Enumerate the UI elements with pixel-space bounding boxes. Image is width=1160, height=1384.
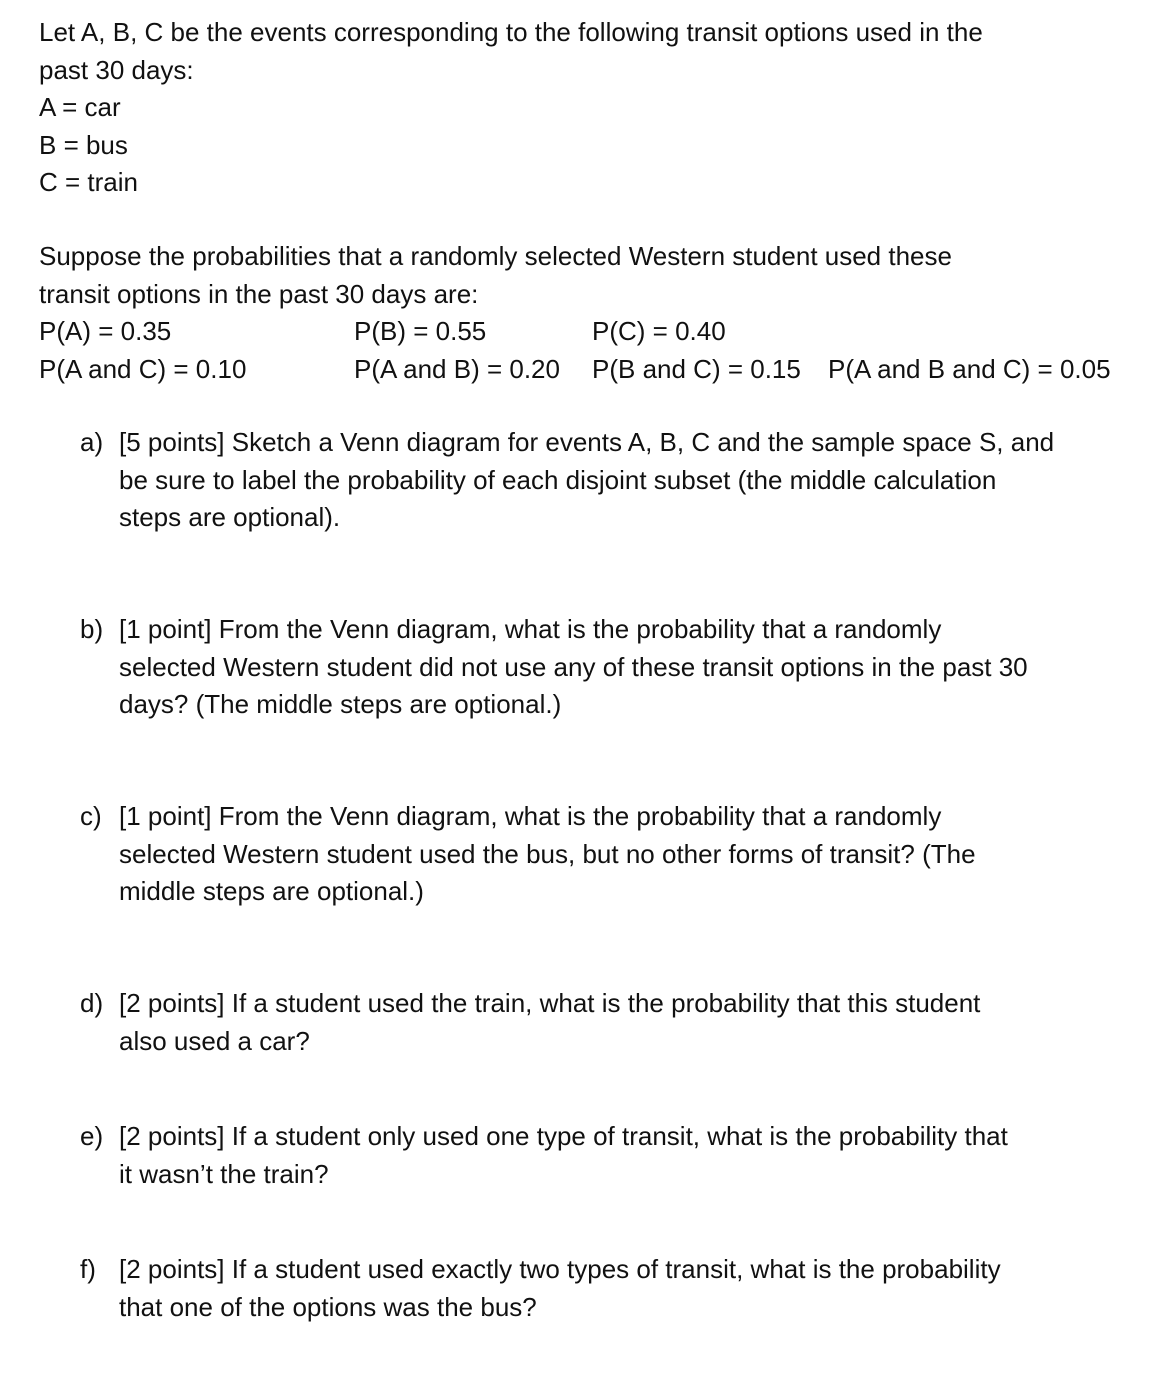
question-letter: e) (80, 1121, 104, 1151)
probability-value: P(B) = 0.55 (354, 316, 487, 346)
setup-line: Suppose the probabilities that a randomly selected Western student used these (39, 241, 952, 271)
setup-line: transit options in the past 30 days are: (39, 278, 479, 309)
question-letter: f) (80, 1254, 96, 1284)
question-b (80, 611, 1130, 724)
probability-value: P(A) = 0.35 (39, 316, 172, 346)
intro-paragraph (39, 14, 983, 202)
question-e (80, 1118, 1130, 1193)
question-line: [5 points] Sketch a Venn diagram for events A, B, C and the sample space S, and (119, 427, 1055, 457)
probability-value: P(A and B and C) = 0.05 (828, 354, 1111, 384)
question-line: middle steps are optional.) (119, 876, 424, 906)
question-letter: a) (80, 427, 104, 457)
question-line: steps are optional). (119, 502, 341, 532)
question-d (80, 985, 1130, 1060)
question-line: be sure to label the probability of each disjoint subset (the middle calculation (119, 464, 997, 495)
question-line: selected Western student did not use any of these transit options in the past 30 (119, 651, 1028, 682)
intro-line: past 30 days: (39, 54, 194, 85)
event-definition: A = car (39, 92, 121, 122)
question-line: it wasn’t the train? (119, 1158, 329, 1189)
question-line: also used a car? (119, 1025, 310, 1056)
probability-value: P(A and B) = 0.20 (354, 354, 560, 384)
probability-value: P(B and C) = 0.15 (592, 354, 801, 384)
question-letter: b) (80, 614, 104, 644)
question-a (80, 424, 1130, 537)
event-definition: B = bus (39, 129, 128, 160)
question-c (80, 798, 1130, 911)
question-line: [2 points] If a student used exactly two types of transit, what is the probability (119, 1254, 1001, 1284)
question-line: [1 point] From the Venn diagram, what is the probability that a randomly (119, 614, 942, 644)
probability-value: P(C) = 0.40 (592, 316, 726, 346)
question-f (80, 1251, 1130, 1326)
event-definition: C = train (39, 167, 138, 197)
probability-value: P(A and C) = 0.10 (39, 354, 247, 384)
question-line: [1 point] From the Venn diagram, what is the probability that a randomly (119, 801, 942, 831)
question-line: selected Western student used the bus, but no other forms of transit? (The (119, 838, 976, 869)
question-line: [2 points] If a student used the train, what is the probability that this student (119, 988, 981, 1018)
question-line: days? (The middle steps are optional.) (119, 689, 562, 719)
question-letter: c) (80, 801, 102, 831)
question-line: that one of the options was the bus? (119, 1291, 537, 1322)
setup-paragraph (39, 238, 952, 313)
question-line: [2 points] If a student only used one type of transit, what is the probability that (119, 1121, 1008, 1151)
intro-line: Let A, B, C be the events corresponding to the following transit options used in the (39, 17, 983, 47)
question-letter: d) (80, 988, 104, 1018)
